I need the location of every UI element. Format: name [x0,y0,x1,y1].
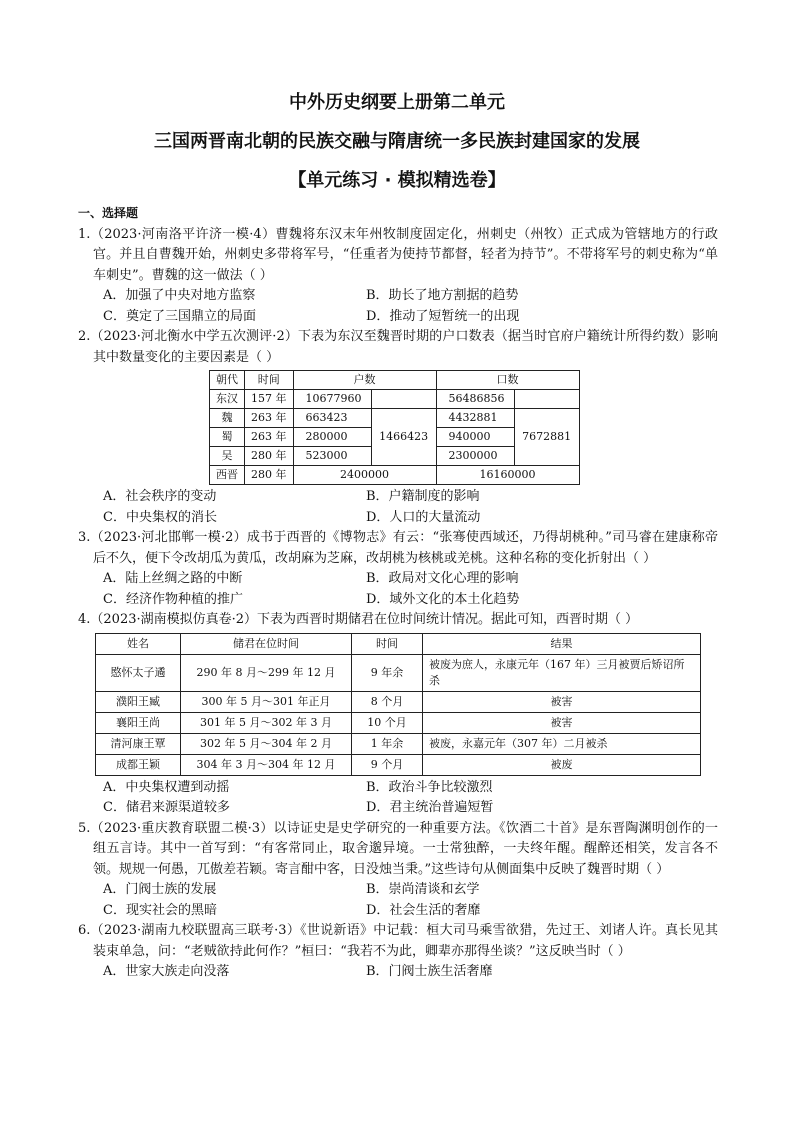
option-b[interactable]: B．政治斗争比较激烈 [366,779,493,795]
table-cell: 304 年 3 月～304 年 12 月 [181,754,352,775]
question-stem: 3.（2023·河北邯郸一模·2）成书于西晋的《博物志》有云：“张骞使西域还，乃得胡桃种。”司马睿在建康称帝后不久，便下令改胡瓜为黄瓜，改胡麻为芝麻，改胡桃为核桃或羌桃。这种名称的变化折射出（ ） [78,530,718,566]
option-c[interactable]: C．中央集权的消长 [103,509,217,525]
table-cell: 290 年 8 月～299 年 12 月 [181,654,352,691]
table-row [96,754,701,775]
table-header-cell: 姓名 [96,633,181,654]
table-cell: 263 年 [245,428,294,447]
answer-options [78,487,718,528]
table-cell: 蜀 [210,428,245,447]
table-cell: 1466423 [371,409,436,466]
document-title-line3: 【单元练习 · 模拟精选卷】 [288,170,506,191]
option-b[interactable]: B．崇尚清谈和玄学 [366,882,480,897]
table-cell: 被害 [423,712,701,733]
question-2 [78,327,718,528]
table-cell: 9 年余 [352,654,423,691]
question-5 [78,819,718,922]
table-header-cell: 时间 [245,371,294,390]
table-cell: 157 年 [245,390,294,409]
answer-options [78,286,718,327]
table-cell: 清河康王覃 [96,733,181,754]
table-cell: 2300000 [436,447,514,466]
table-header-cell: 结果 [423,633,701,654]
table-cell: 10 个月 [352,712,423,733]
table-cell: 被害 [423,691,701,712]
table-cell: 被废，永嘉元年（307 年）二月被杀 [423,733,701,754]
table-cell: 东汉 [210,390,245,409]
table-cell: 濮阳王臧 [96,691,181,712]
table-cell: 16160000 [436,466,579,485]
option-a[interactable]: A．中央集权遭到动摇 [103,779,230,795]
table-cell: 280 年 [245,447,294,466]
option-b[interactable]: B．户籍制度的影响 [366,489,480,504]
option-a[interactable]: A．加强了中央对地方监察 [103,288,256,303]
table-cell: 1 年余 [352,733,423,754]
table-header-cell: 储君在位时间 [181,633,352,654]
heir-table [95,633,701,776]
answer-options [78,778,718,819]
option-d[interactable]: D．域外文化的本土化趋势 [366,591,520,607]
table-cell: 9 个月 [352,754,423,775]
table-cell: 300 年 5 月～301 年正月 [181,691,352,712]
option-b[interactable]: B．政局对文化心理的影响 [366,571,519,586]
table-header-row [96,633,701,654]
table-row [210,466,580,485]
table-header-cell: 时间 [352,633,423,654]
table-cell: 10677960 [293,390,371,409]
table-row [96,733,701,754]
table-cell: 263 年 [245,409,294,428]
census-table [209,370,580,485]
table-cell: 成都王颖 [96,754,181,775]
option-d[interactable]: D．社会生活的奢靡 [366,902,481,918]
table-cell: 4432881 [436,409,514,428]
question-6 [78,921,718,983]
option-c[interactable]: C．现实社会的黑暗 [103,902,217,918]
table-cell: 被废 [423,754,701,775]
table-header-cell: 口数 [436,371,579,390]
table-row [96,712,701,733]
option-c[interactable]: C．奠定了三国鼎立的局面 [103,308,256,324]
table-header-cell: 朝代 [210,371,245,390]
table-cell: 280000 [293,428,371,447]
table-row [96,691,701,712]
option-a[interactable]: A．世家大族走向没落 [103,964,230,979]
document-title-line2: 三国两晋南北朝的民族交融与隋唐统一多民族封建国家的发展 [154,131,640,152]
table-header-row [210,371,580,390]
table-cell: 56486856 [436,390,514,409]
question-stem: 4.（2023·湖南模拟仿真卷·2）下表为西晋时期储君在位时间统计情况。据此可知，西晋时期（ ） [78,612,639,627]
option-b[interactable]: B．助长了地方割据的趋势 [366,288,519,303]
section-heading: 一、选择题 [78,206,139,220]
table-cell: 280 年 [245,466,294,485]
table-cell: 被废为庶人，永康元年（167 年）三月被贾后矫诏所杀 [423,654,701,691]
table-cell: 愍怀太子遹 [96,654,181,691]
option-c[interactable]: C．经济作物种植的推广 [103,591,243,607]
question-4 [78,610,718,819]
table-row [210,409,580,428]
question-1 [78,225,718,328]
answer-options [78,962,718,983]
option-c[interactable]: C．储君来源渠道较多 [103,800,230,815]
table-row [96,654,701,691]
document-body [78,203,718,983]
option-a[interactable]: A．陆上丝绸之路的中断 [103,571,243,586]
table-cell: 8 个月 [352,691,423,712]
table-cell: 302 年 5 月～304 年 2 月 [181,733,352,754]
answer-options [78,880,718,921]
option-a[interactable]: A．门阀士族的发展 [103,882,217,897]
table-cell: 吴 [210,447,245,466]
document-title-line1: 中外历史纲要上册第二单元 [289,92,505,113]
table-header-cell: 户数 [293,371,436,390]
table-cell: 301 年 5 月～302 年 3 月 [181,712,352,733]
question-stem: 6.（2023·湖南九校联盟高三联考·3）《世说新语》中记载：桓大司马乘雪欲猎，先过王、刘诸人许。真长见其装束单急，问：“老贼欲持此何作？”桓曰：“我若不为此，卿辈亦那得坐谈？”这反映当时（ ） [78,923,718,959]
question-stem: 1.（2023·河南洛平许济一模·4）曹魏将东汉末年州牧制度固定化，州刺史（州牧）正式成为管辖地方的行政官。并且自曹魏开始，州刺史多带将军号，“任重者为使持节都督，轻者为持节”。不带将军号的刺史称为“单车刺史”。曹魏的这一做法（ ） [78,226,718,283]
option-d[interactable]: D．君主统治普遍短暂 [366,800,494,815]
question-stem: 5.（2023·重庆教育联盟二模·3）以诗证史是史学研究的一种重要方法。《饮酒二十首》是东晋陶渊明创作的一组五言诗。其中一首写到：“有客常同止，取舍邈异境。一士常独醉，一夫终年醒。醒醉还相笑，发言各不领。规规一何愚，兀傲差若颖。寄言酣中客，日没烛当秉。”这些诗句从侧面集中反映了魏晋时期（ ） [78,820,718,877]
option-d[interactable]: D．人口的大量流动 [366,509,481,525]
table-cell: 523000 [293,447,371,466]
answer-options [78,569,718,610]
option-d[interactable]: D．推动了短暂统一的出现 [366,308,520,324]
table-cell: 西晋 [210,466,245,485]
table-cell [371,390,436,409]
table-cell [514,390,579,409]
table-cell: 7672881 [514,409,579,466]
table-cell: 襄阳王尚 [96,712,181,733]
table-cell: 魏 [210,409,245,428]
option-a[interactable]: A．社会秩序的变动 [103,489,217,504]
question-stem: 2.（2023·河北衡水中学五次测评·2）下表为东汉至魏晋时期的户口数表（据当时官府户籍统计所得约数）影响其中数量变化的主要因素是（ ） [78,329,718,365]
question-3 [78,528,718,610]
option-b[interactable]: B．门阀士族生活奢靡 [366,964,493,979]
table-cell: 663423 [293,409,371,428]
table-cell: 940000 [436,428,514,447]
table-cell: 2400000 [293,466,436,485]
table-row [210,390,580,409]
